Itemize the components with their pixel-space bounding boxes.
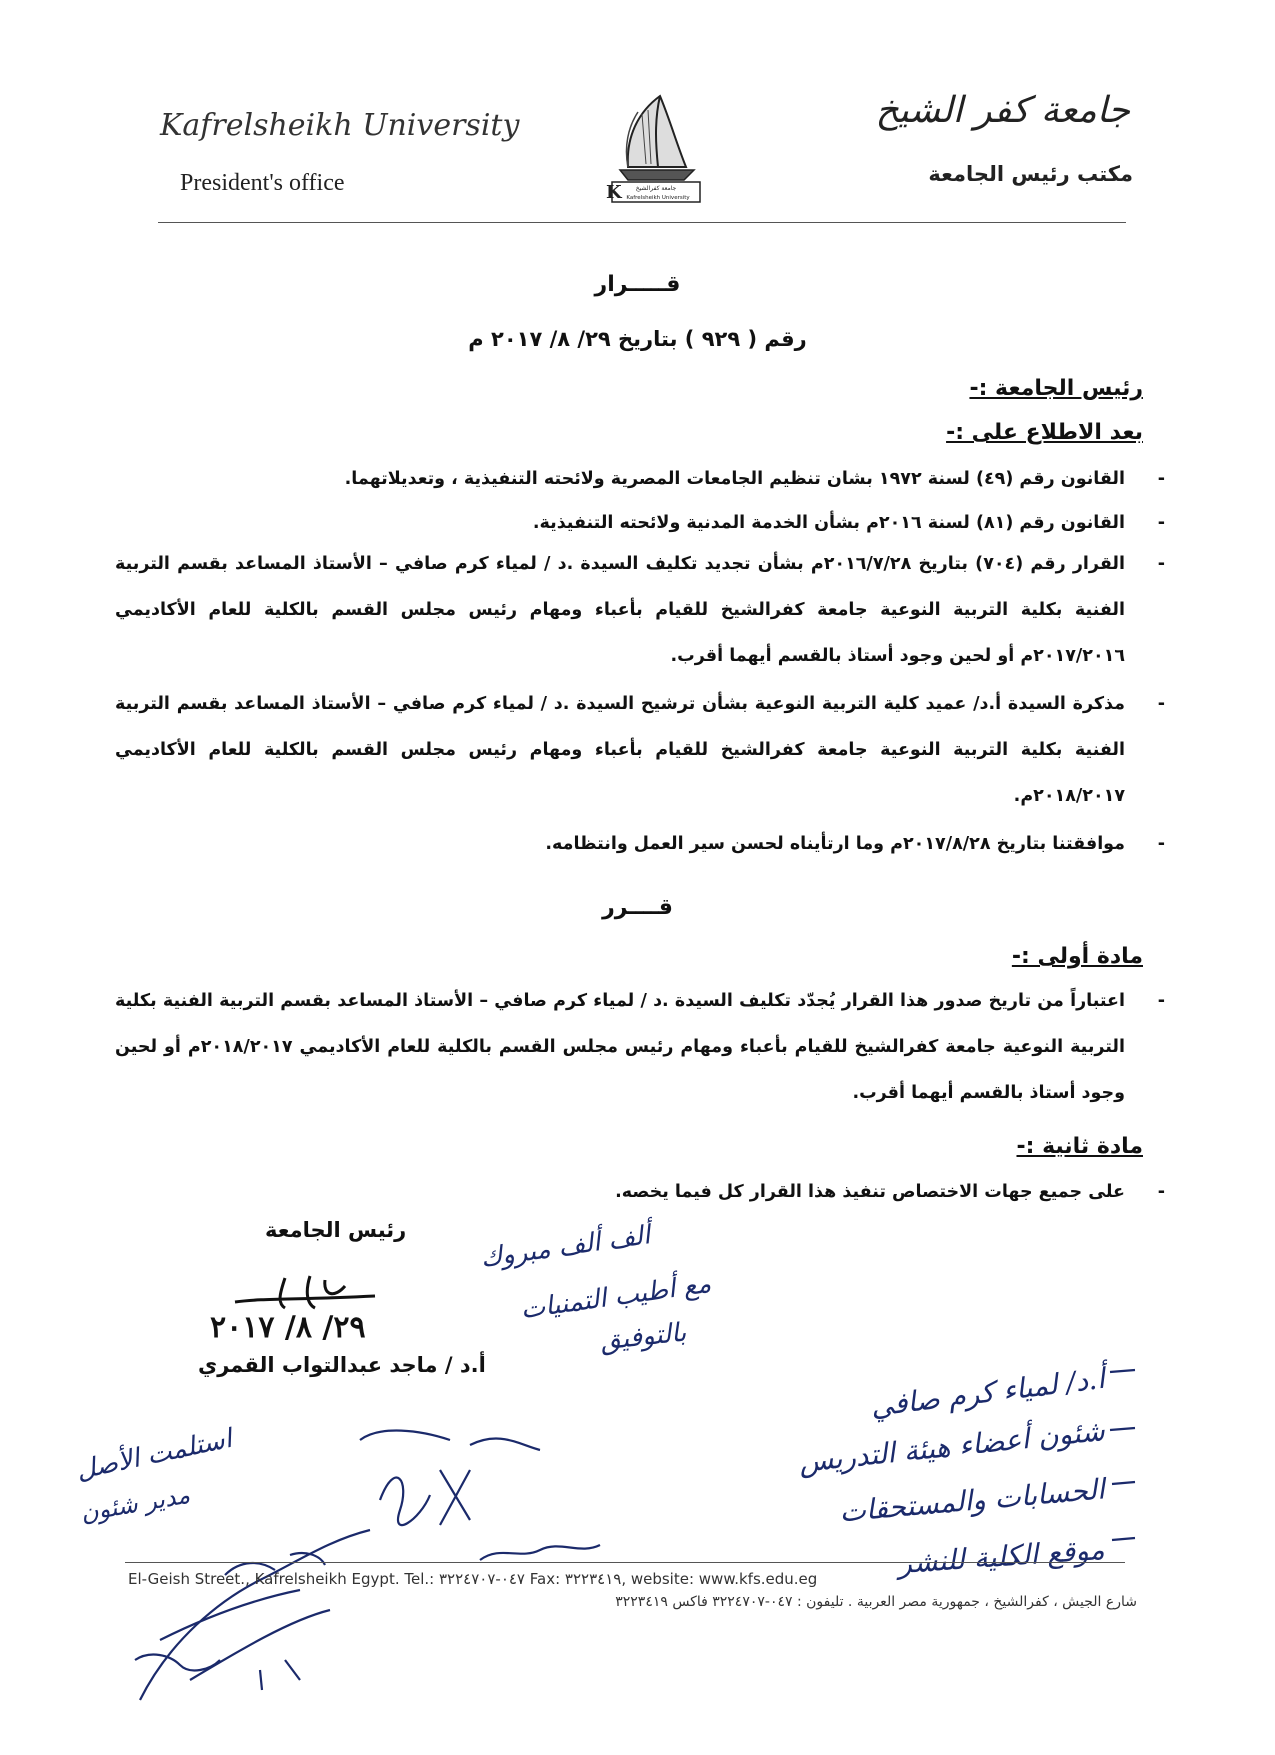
handwritten-note-line: ألف ألف مبروك	[478, 1220, 653, 1274]
review-item: - القرار رقم (٧٠٤) بتاريخ ٢٠١٦/٧/٢٨م بشأن تجديد تكليف السيدة .د / لمياء كرم صافي – الأستاذ المساعد بقسم التربية الفنية بكلية التربية النوعية جامعة كفرالشيخ للقيام بأعباء ومهام رئيس مجلس القسم بالكلية للعام الأكاديمي ٢٠١٧/٢٠١٦م أو لحين وجود أستاذ بالقسم أيهما أقرب.	[115, 541, 1125, 679]
review-item: - القانون رقم (٤٩) لسنة ١٩٧٢ بشان تنظيم الجامعات المصرية ولائحته التنفيذية ، وتعديلاتهما.	[115, 456, 1125, 502]
article2-text: - على جميع جهات الاختصاص تنفيذ هذا القرار كل فيما يخصه.	[115, 1169, 1125, 1215]
decision-number-date: رقم ( ٩٢٩ ) بتاريخ ٢٩/ ٨/ ٢٠١٧ م	[468, 327, 807, 351]
signatory-name: أ.د / ماجد عبدالتواب القمري	[198, 1353, 486, 1377]
distribution-line: موقع الكلية للنشر	[897, 1532, 1106, 1581]
signature-date: ٢٩/ ٨/ ٢٠١٧	[210, 1310, 366, 1345]
left-handwritten-note: استلمت الأصل	[73, 1423, 235, 1487]
distribution-line: أ.د/ لمياء كرم صافي	[868, 1361, 1107, 1424]
review-item: - القانون رقم (٨١) لسنة ٢٠١٦م بشأن الخدمة المدنية ولائحته التنفيذية.	[115, 500, 1125, 546]
handwritten-note-line: بالتوفيق	[598, 1317, 688, 1357]
review-heading: بعد الاطلاع على :-	[946, 420, 1143, 445]
university-name-ar: جامعة كفر الشيخ	[875, 90, 1130, 131]
distribution-line: الحسابات والمستحقات	[838, 1472, 1106, 1529]
footer-address-ar: شارع الجيش ، كفرالشيخ ، جمهورية مصر العربية . تليفون : ٠٤٧-٣٢٢٤٧٠٧ فاكس ٣٢٢٣٤١٩	[615, 1594, 1137, 1610]
article2-heading: مادة ثانية :-	[1016, 1134, 1143, 1159]
handwritten-note-line: مع أطيب التمنيات	[518, 1268, 713, 1326]
distribution-line: شئون أعضاء هيئة التدريس	[796, 1414, 1106, 1479]
university-name-en: Kafrelsheikh University	[160, 108, 520, 143]
office-name-ar: مكتب رئيس الجامعة	[928, 162, 1133, 186]
footer-address-en: El-Geish Street., Kafrelsheikh Egypt. Tel.: ٠٤٧-٣٢٢٤٧٠٧ Fax: ٣٢٢٣٤١٩, website: www.kfs.edu.eg	[128, 1570, 818, 1588]
review-item: - مذكرة السيدة أ.د/ عميد كلية التربية النوعية بشأن ترشيح السيدة .د / لمياء كرم صافي – الأستاذ المساعد بقسم التربية الفنية بكلية التربية النوعية جامعة كفرالشيخ للقيام بأعباء ومهام رئيس مجلس القسم بالكلية للعام الأكاديمي ٢٠١٨/٢٠١٧م.	[115, 681, 1125, 819]
article1-text: - اعتباراً من تاريخ صدور هذا القرار يُجدّد تكليف السيدة .د / لمياء كرم صافي – الأستاذ المساعد بقسم التربية الفنية بكلية التربية النوعية جامعة كفرالشيخ للقيام بأعباء ومهام رئيس مجلس القسم بالكلية للعام الأكاديمي ٢٠١٨/٢٠١٧م أو لحين وجود أستاذ بالقسم أيهما أقرب.	[115, 978, 1125, 1116]
office-name-en: President's office	[180, 170, 345, 196]
president-heading: رئيس الجامعة :-	[969, 376, 1143, 401]
decision-title: قـــــرار	[594, 272, 681, 297]
decides-title: قــــرر	[602, 895, 673, 920]
svg-text:K: K	[606, 182, 622, 203]
article1-heading: مادة أولى :-	[1011, 944, 1143, 969]
logo-text-ar: جامعة كفرالشيخ	[635, 185, 677, 192]
review-item: - موافقتنا بتاريخ ٢٠١٧/٨/٢٨م وما ارتأيناه لحسن سير العمل وانتظامه.	[115, 821, 1125, 867]
logo-text-en: Kafrelsheikh University	[626, 195, 690, 201]
footer-divider	[125, 1562, 1125, 1563]
signature-title: رئيس الجامعة	[265, 1218, 407, 1242]
left-handwritten-note: مدير شئون	[78, 1480, 192, 1528]
